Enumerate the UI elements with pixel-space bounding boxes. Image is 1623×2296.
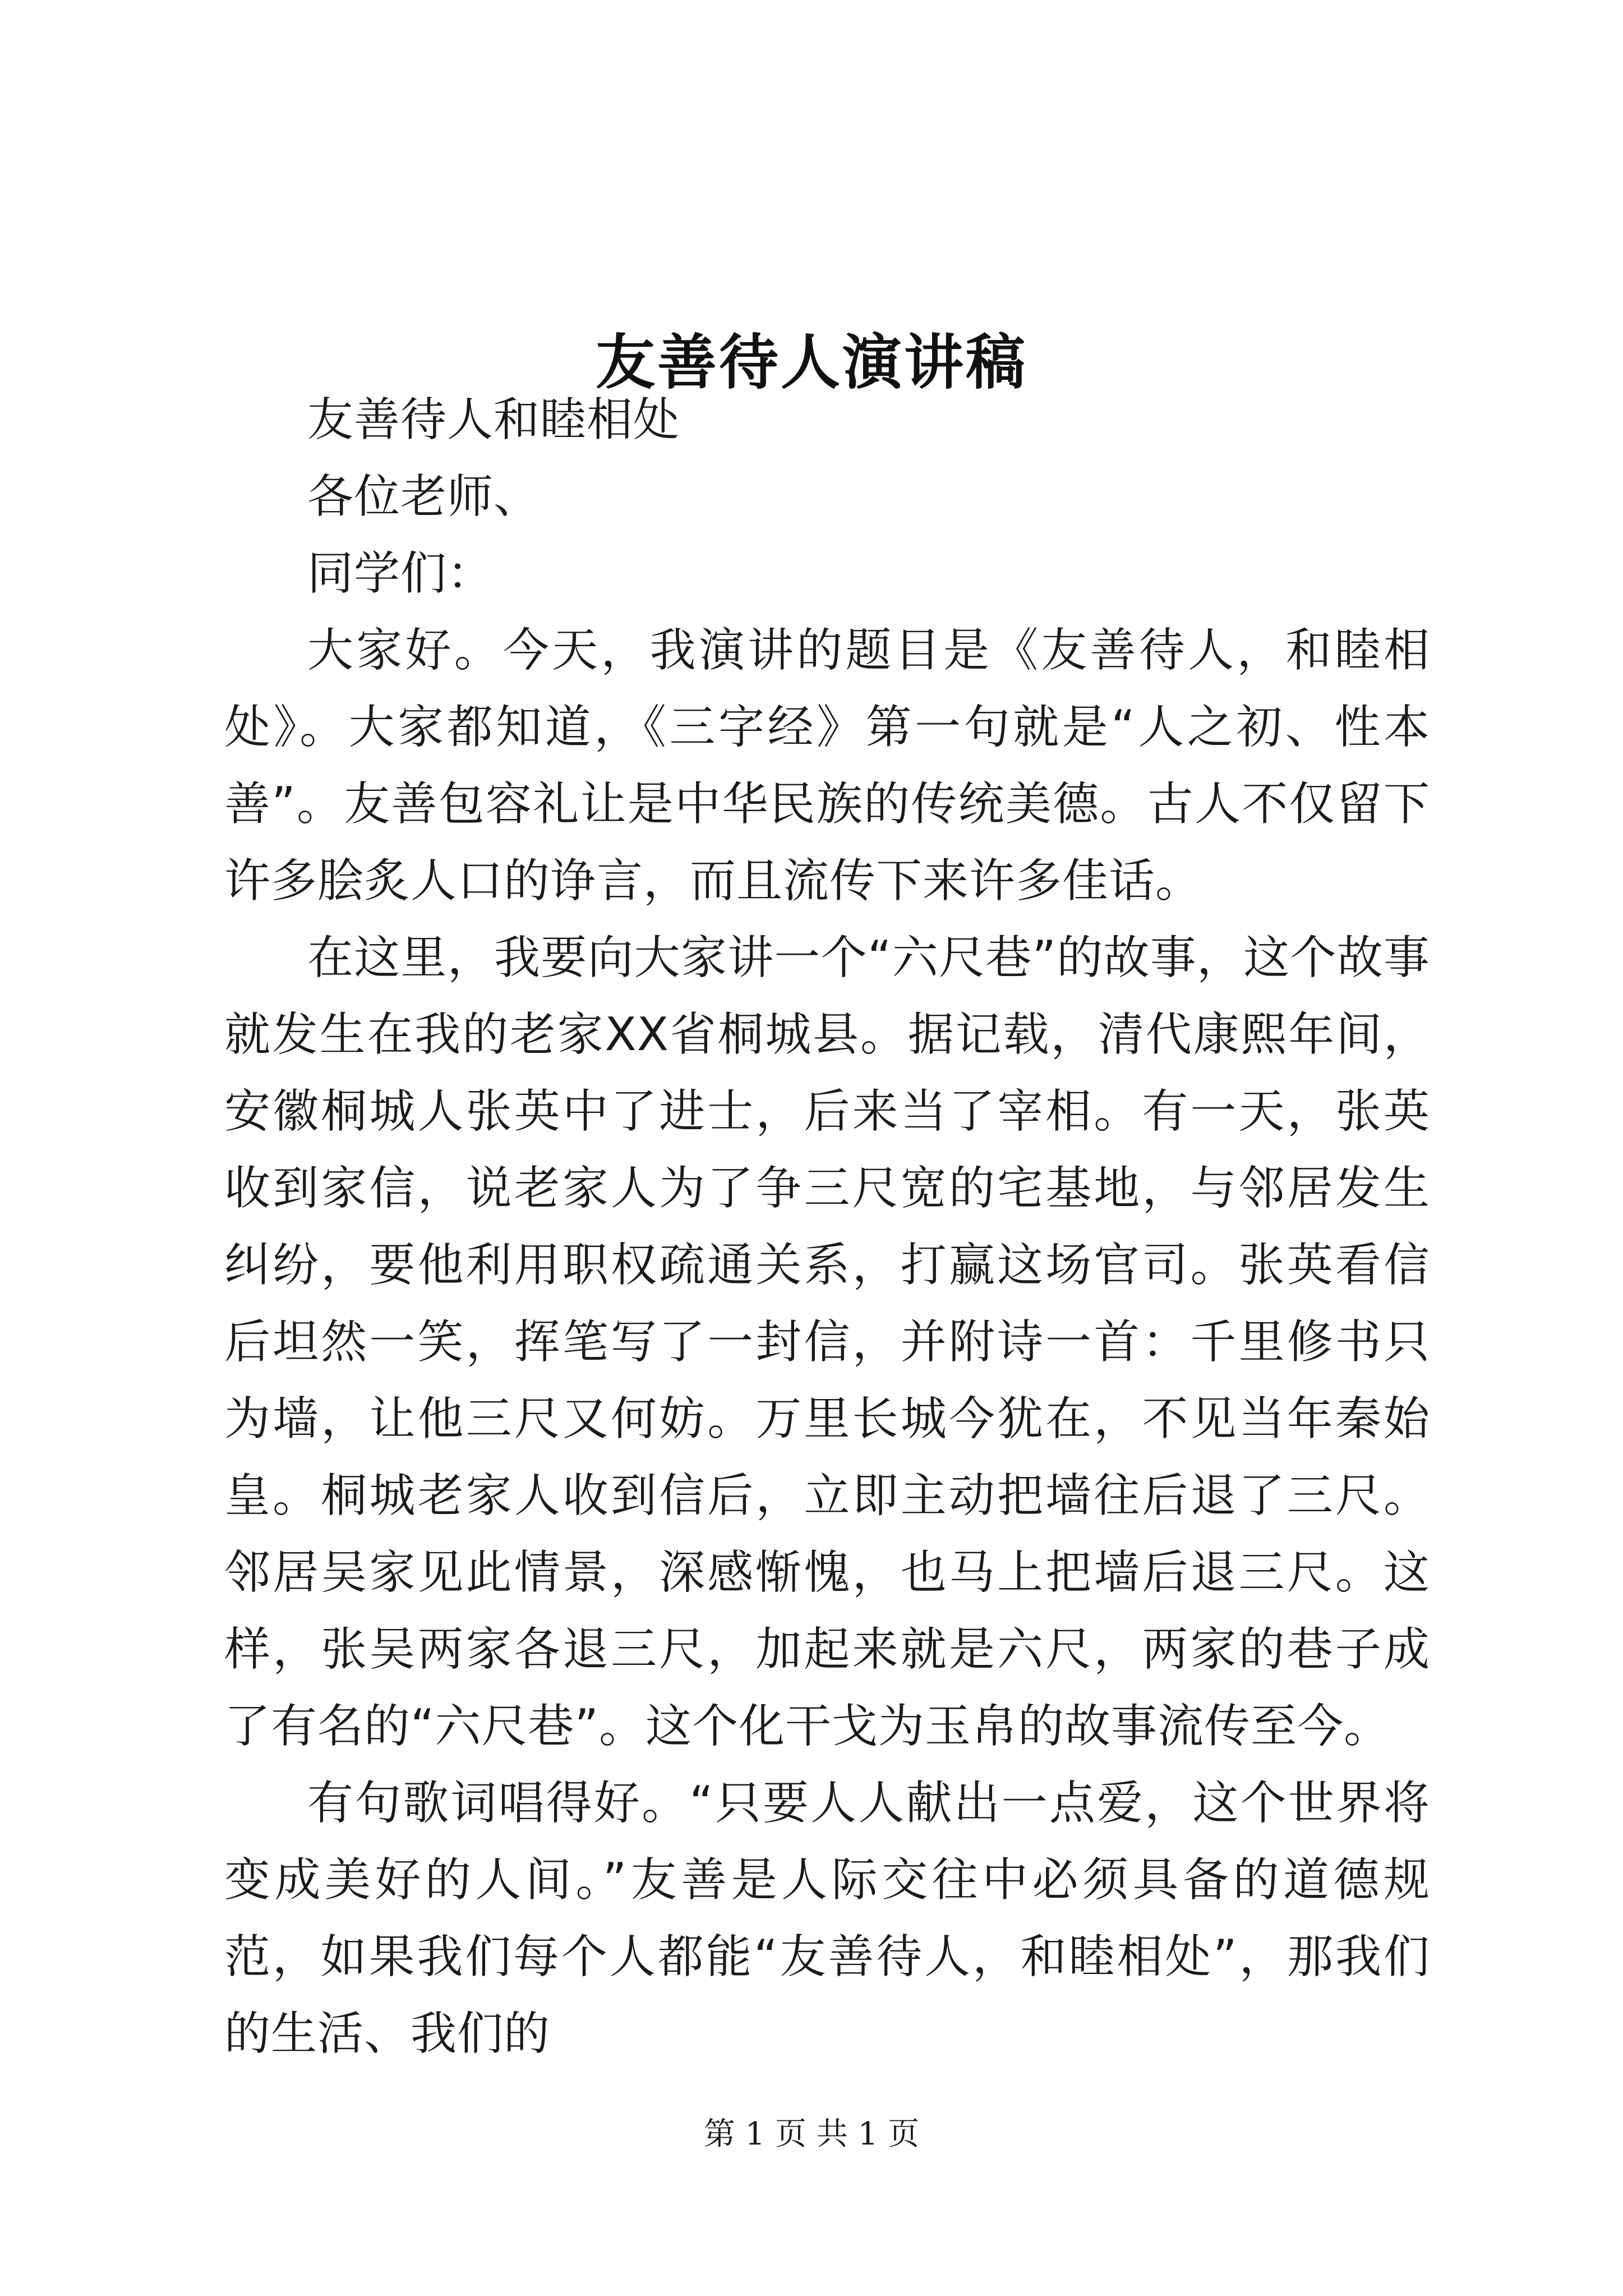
salutation-line-2: 同学们：: [307, 547, 494, 600]
paragraph-1: 大家好。今天，我演讲的题目是《友善待人，和睦相处》。大家都知道，《三字经》第一句就是“人之初、性本善”。友善包容礼让是中华民族的传统美德。古人不仅留下许多脍炙人口的诤言，而且流传下来许多佳话。: [224, 624, 1430, 908]
document-body: [224, 381, 1430, 2072]
paragraph-2: 在这里，我要向大家讲一个“六尺巷”的故事，这个故事就发生在我的老家XX省桐城县。据记载，清代康熙年间，安徽桐城人张英中了进士，后来当了宰相。有一天，张英收到家信，说老家人为了争三尺宽的宅基地，与邻居发生纠纷，要他利用职权疏通关系，打赢这场官司。张英看信后坦然一笑，挥笔写了一封信，并附诗一首：千里修书只为墙，让他三尺又何妨。万里长城今犹在，不见当年秦始皇。桐城老家人收到信后，立即主动把墙往后退了三尺。邻居吴家见此情景，深感惭愧，也马上把墙后退三尺。这样，张吴两家各退三尺，加起来就是六尺，两家的巷子成了有名的“六尺巷”。这个化干戈为玉帛的故事流传至今。: [224, 931, 1430, 1753]
salutation-line-1: 各位老师、: [307, 470, 541, 523]
page-footer: 第 1 页 共 1 页: [703, 2116, 920, 2152]
document-title: 友善待人演讲稿: [596, 327, 1027, 398]
speech-subtitle: 友善待人和睦相处: [307, 393, 680, 447]
paragraph-3: 有句歌词唱得好。“只要人人献出一点爱，这个世界将变成美好的人间。”友善是人际交往中必须具备的道德规范，如果我们每个人都能“友善待人，和睦相处”，那我们的生活、我们的: [224, 1777, 1430, 2060]
